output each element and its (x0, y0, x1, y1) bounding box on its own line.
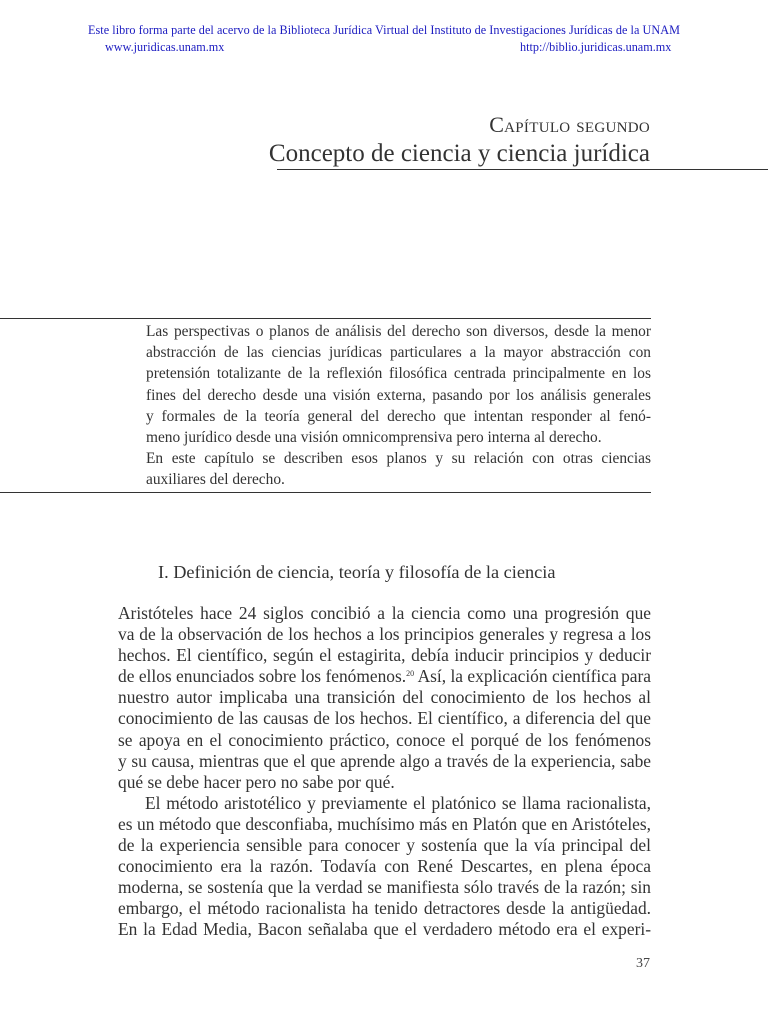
abstract-line: En este capítulo se describen esos planos y su relación con otras ciencias (146, 450, 651, 468)
paragraph-1-line: qué se debe hacer pero no sabe por qué. (118, 771, 395, 792)
abstract-line: abstracción de las ciencias jurídicas particulares a la mayor abstracción con (146, 344, 651, 362)
footnote-ref-20[interactable]: 20 (406, 669, 415, 679)
header-links (0, 39, 768, 56)
paragraph-1-line: nuestro autor implicaba una transición del conocimiento de los hechos al (118, 687, 651, 708)
paragraph-1-line: hechos. El científico, según el estagirita, debía inducir principios y deducir (118, 645, 651, 666)
page-number: 37 (636, 956, 650, 971)
paragraph-1-line-tail: Así, la explicación científica para (414, 666, 651, 687)
paragraph-2-line: de la experiencia sensible para conocer y sostenía que la vía principal del (118, 835, 651, 856)
abstract-top-rule (0, 318, 651, 319)
header-link-juridicas[interactable]: www.juridicas.unam.mx (105, 40, 225, 54)
paragraph-1-line: conocimiento de las causas de los hechos. El científico, a diferencia del que (118, 708, 651, 729)
paragraph-1-line: Aristóteles hace 24 siglos concibió a la ciencia como una progresión que (118, 603, 651, 623)
paragraph-2-line: moderna, se sostenía que la verdad se manifiesta sólo través de la razón; sin (118, 877, 651, 898)
chapter-label: Capítulo segundo (489, 112, 650, 137)
abstract-line: auxiliares del derecho. (146, 471, 285, 489)
paragraph-2-line: El método aristotélico y previamente el platónico se llama racionalista, (145, 792, 651, 813)
header-notice: Este libro forma parte del acervo de la Biblioteca Jurídica Virtual del Instituto de Investigaciones Jurídicas de la UNAM (88, 23, 680, 37)
chapter-rule (277, 169, 768, 170)
abstract-line: y formales de la teoría general del derecho que intentan responder al fenó- (146, 407, 651, 425)
paragraph-1-line-head: de ellos enunciados sobre los fenómenos. (118, 666, 407, 687)
abstract-line: meno jurídico desde una visión omnicomprensiva pero interna al derecho. (146, 429, 602, 447)
paragraph-2-line: conocimiento era la razón. Todavía con René Descartes, en plena época (118, 856, 651, 877)
section-heading: I. Definición de ciencia, teoría y filosofía de la ciencia (158, 562, 556, 582)
chapter-abstract (146, 321, 651, 491)
paragraph-1-line: y su causa, mientras que el que aprende algo a través de la experiencia, sabe (118, 750, 651, 771)
paragraph-1-line: se apoya en el conocimiento práctico, conoce el porqué de los fenómenos (118, 729, 651, 750)
paragraph-2-line: embargo, el método racionalista ha tenido detractores desde la antigüedad. (118, 898, 651, 919)
paragraph-2-line: es un método que desconfiaba, muchísimo más en Platón que en Aristóteles, (118, 813, 651, 834)
abstract-line: fines del derecho desde una visión externa, pasando por los análisis generales (146, 386, 651, 404)
abstract-line: Las perspectivas o planos de análisis del derecho son diversos, desde la menor (146, 323, 651, 340)
paragraph-2-line: En la Edad Media, Bacon señalaba que el verdadero método era el experi- (118, 919, 651, 940)
header-link-biblio[interactable]: http://biblio.juridicas.unam.mx (520, 40, 672, 54)
library-header (0, 22, 768, 56)
paragraph-1-line: va de la observación de los hechos a los principios generales y regresa a los (118, 624, 651, 645)
chapter-title: Concepto de ciencia y ciencia jurídica (268, 140, 650, 167)
body-text (118, 603, 651, 941)
paragraph-1-line (118, 666, 651, 687)
abstract-line: pretensión totalizante de la reflexión filosófica centrada principalmente en los (146, 365, 651, 383)
abstract-bottom-rule (0, 492, 651, 493)
